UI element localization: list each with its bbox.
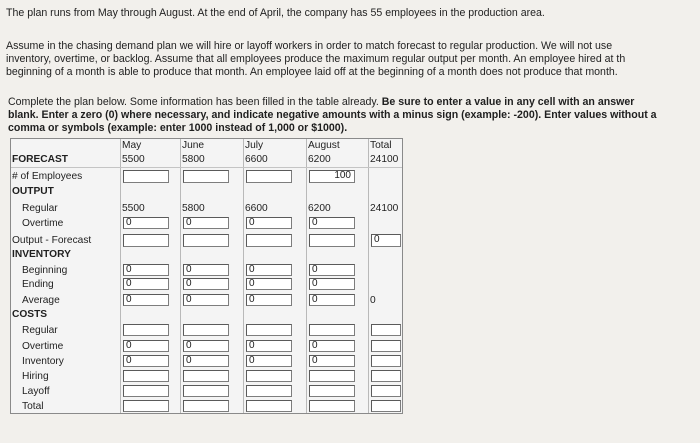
- hiring-label: Hiring: [22, 371, 49, 382]
- regular-output-value: 6600: [245, 203, 268, 214]
- aggregate-plan-table: [10, 138, 403, 414]
- cost-overtime-input[interactable]: 0: [246, 340, 292, 352]
- average-inventory-label: Average: [22, 295, 60, 306]
- instructions-paragraph: [8, 96, 700, 135]
- column-header-july: July: [245, 140, 264, 151]
- regular-output-value: 5800: [182, 203, 205, 214]
- ending-inventory-input[interactable]: 0: [309, 278, 355, 290]
- cost-regular-input[interactable]: [246, 324, 292, 336]
- cost-regular-input[interactable]: [309, 324, 355, 336]
- total-input[interactable]: [246, 400, 292, 412]
- employees-input[interactable]: [123, 170, 169, 183]
- assumption-line-a: Assume in the chasing demand plan we will hire or layoff workers in order to match forecast to regular production. We will not use: [6, 40, 613, 52]
- overtime-output-label: Overtime: [22, 218, 64, 229]
- cost-inventory-input[interactable]: 0: [246, 355, 292, 367]
- column-header-may: May: [122, 140, 142, 151]
- beginning-inventory-input[interactable]: 0: [309, 264, 355, 276]
- output-forecast-input[interactable]: [183, 234, 229, 247]
- total-input[interactable]: [309, 400, 355, 412]
- average-inventory-input[interactable]: 0: [183, 294, 229, 306]
- output-forecast-input[interactable]: 0: [371, 234, 401, 247]
- cost-regular-input[interactable]: [371, 324, 401, 336]
- overtime-output-input[interactable]: 0: [246, 217, 292, 229]
- cost-inventory-input[interactable]: 0: [123, 355, 169, 367]
- cost-inventory-label: Inventory: [22, 356, 64, 367]
- hiring-input[interactable]: [309, 370, 355, 382]
- employees-label: # of Employees: [12, 171, 83, 182]
- assumption-line-c: beginning of a month is able to produce that month. An employee laid off at the beginning of a month does not produce that month.: [6, 66, 618, 78]
- beginning-inventory-label: Beginning: [22, 265, 68, 276]
- regular-output-value: 6200: [308, 203, 331, 214]
- regular-output-value: 24100: [370, 203, 399, 214]
- cost-overtime-input[interactable]: 0: [183, 340, 229, 352]
- forecast-value: 24100: [370, 154, 399, 165]
- layoff-input[interactable]: [246, 385, 292, 397]
- intro-line-1: [6, 7, 700, 20]
- cost-regular-input[interactable]: [183, 324, 229, 336]
- average-inventory-total: 0: [370, 295, 376, 306]
- assumptions-paragraph: [6, 40, 700, 79]
- instructions-bold-2: blank. Enter a zero (0) where necessary, and indicate negative amounts with a minus sign (example: -200). Enter values without a: [8, 109, 657, 121]
- hiring-input[interactable]: [123, 370, 169, 382]
- column-header-june: June: [182, 140, 205, 151]
- average-inventory-input[interactable]: 0: [246, 294, 292, 306]
- output-forecast-input[interactable]: [123, 234, 169, 247]
- cost-inventory-input[interactable]: [371, 355, 401, 367]
- column-divider: [180, 139, 181, 413]
- inventory-section-label: INVENTORY: [12, 249, 71, 260]
- column-header-total: Total: [370, 140, 392, 151]
- employees-input[interactable]: 100: [309, 170, 355, 183]
- output-forecast-label: Output - Forecast: [12, 235, 92, 246]
- cost-regular-label: Regular: [22, 325, 58, 336]
- overtime-output-input[interactable]: 0: [123, 217, 169, 229]
- output-forecast-input[interactable]: [246, 234, 292, 247]
- instructions-bold-3: comma or symbols (example: enter 1000 instead of 1,000 or $1000).: [8, 122, 348, 134]
- average-inventory-input[interactable]: 0: [123, 294, 169, 306]
- hiring-input[interactable]: [183, 370, 229, 382]
- layoff-input[interactable]: [309, 385, 355, 397]
- beginning-inventory-input[interactable]: 0: [123, 264, 169, 276]
- assumption-line-b: inventory, overtime, or backlog. Assume that all employees produce the maximum regular output per month. An employee hired at th: [6, 53, 626, 65]
- ending-inventory-input[interactable]: 0: [183, 278, 229, 290]
- output-forecast-input[interactable]: [309, 234, 355, 247]
- ending-inventory-input[interactable]: 0: [123, 278, 169, 290]
- employees-input[interactable]: [183, 170, 229, 183]
- cost-overtime-input[interactable]: 0: [309, 340, 355, 352]
- column-divider: [306, 139, 307, 413]
- hiring-input[interactable]: [371, 370, 401, 382]
- ending-inventory-label: Ending: [22, 279, 54, 290]
- hiring-input[interactable]: [246, 370, 292, 382]
- cost-overtime-input[interactable]: [371, 340, 401, 352]
- cost-regular-input[interactable]: [123, 324, 169, 336]
- column-header-august: August: [308, 140, 340, 151]
- layoff-input[interactable]: [123, 385, 169, 397]
- employees-input[interactable]: [246, 170, 292, 183]
- cost-inventory-input[interactable]: 0: [309, 355, 355, 367]
- beginning-inventory-input[interactable]: 0: [183, 264, 229, 276]
- output-section-label: OUTPUT: [12, 186, 54, 197]
- overtime-output-input[interactable]: 0: [309, 217, 355, 229]
- layoff-input[interactable]: [371, 385, 401, 397]
- regular-output-label: Regular: [22, 203, 58, 214]
- cost-overtime-input[interactable]: 0: [123, 340, 169, 352]
- intro-text-1: The plan runs from May through August. At the end of April, the company has 55 employees in the production area.: [6, 7, 545, 19]
- ending-inventory-input[interactable]: 0: [246, 278, 292, 290]
- regular-output-value: 5500: [122, 203, 145, 214]
- total-input[interactable]: [183, 400, 229, 412]
- total-input[interactable]: [123, 400, 169, 412]
- forecast-value: 6600: [245, 154, 268, 165]
- total-input[interactable]: [371, 400, 401, 412]
- column-divider: [368, 139, 369, 413]
- beginning-inventory-input[interactable]: 0: [246, 264, 292, 276]
- instructions-bold-1: Be sure to enter a value in any cell with an answer: [381, 96, 635, 108]
- instructions-lead: Complete the plan below. Some information has been filled in the table already.: [8, 96, 379, 108]
- forecast-value: 5500: [122, 154, 145, 165]
- forecast-value: 5800: [182, 154, 205, 165]
- row-divider: [11, 167, 402, 168]
- cost-overtime-label: Overtime: [22, 341, 64, 352]
- costs-section-label: COSTS: [12, 309, 48, 320]
- column-divider: [243, 139, 244, 413]
- total-label: Total: [22, 401, 44, 412]
- cost-inventory-input[interactable]: 0: [183, 355, 229, 367]
- forecast-value: 6200: [308, 154, 331, 165]
- overtime-output-input[interactable]: 0: [183, 217, 229, 229]
- layoff-input[interactable]: [183, 385, 229, 397]
- forecast-label: FORECAST: [12, 154, 69, 165]
- average-inventory-input[interactable]: 0: [309, 294, 355, 306]
- layoff-label: Layoff: [22, 386, 50, 397]
